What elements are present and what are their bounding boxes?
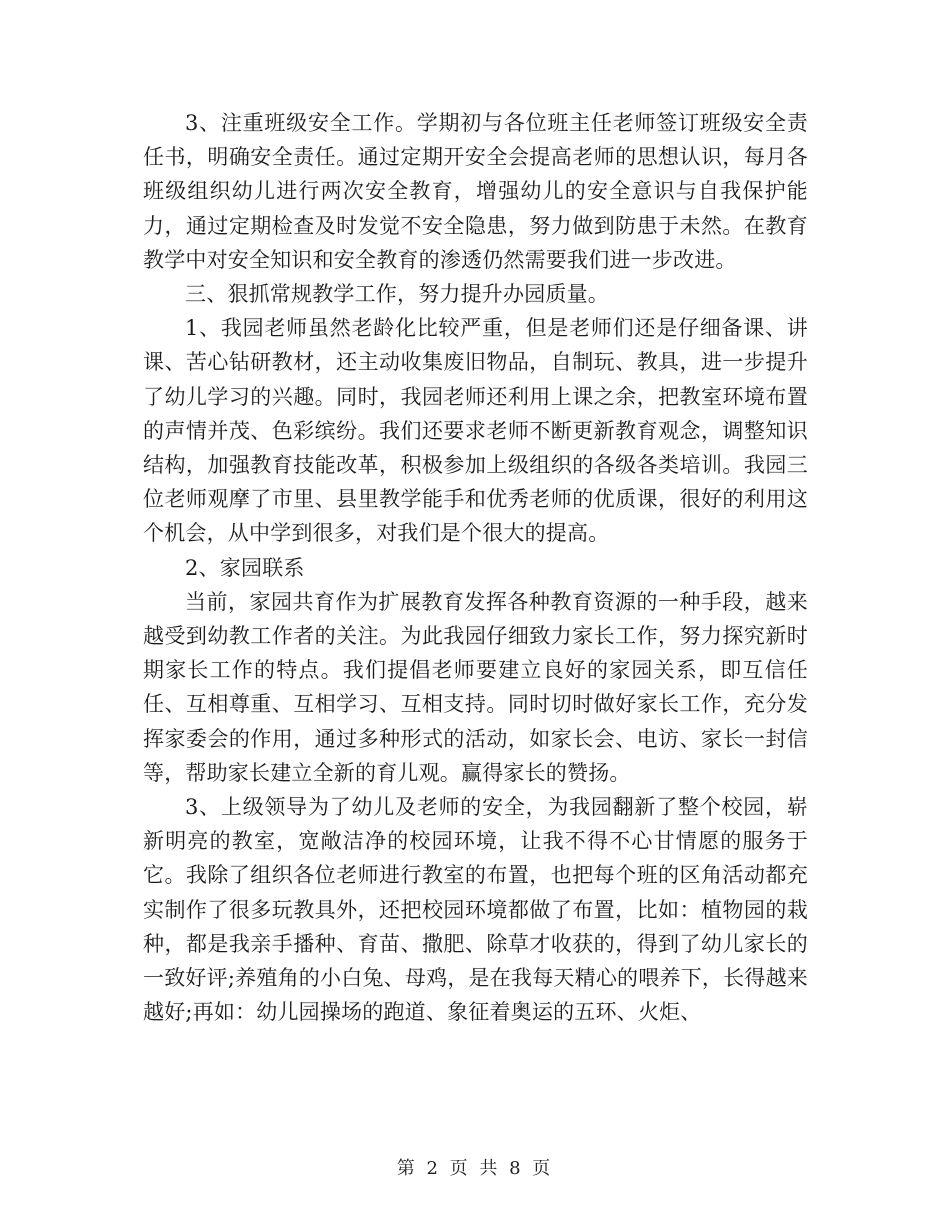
subheading-home-school: 2、家园联系 bbox=[185, 555, 305, 580]
section-heading-teaching: 三、狠抓常规教学工作，努力提升办园质量。 bbox=[185, 282, 609, 307]
paragraph-safety-work: 3、注重班级安全工作。学期初与各位班主任老师签订班级安全责任书，明确安全责任。通过定期开安全会提高老师的思想认识，每月各班级组织幼儿进行两次安全教育，增强幼儿的安全意识与自我保护能力，通过定期检查及时发觉不安全隐患，努力做到防患于未然。在教育教学中对安全知识和安全教育的渗透仍然需要我们进一步改进。 bbox=[143, 111, 808, 272]
paragraph-teachers: 1、我园老师虽然老龄化比较严重，但是老师们还是仔细备课、讲课、苦心钻研教材，还主动收集废旧物品，自制玩、教具，进一步提升了幼儿学习的兴趣。同时，我园老师还利用上课之余，把教室环境布置的声情并茂、色彩缤纷。我们还要求老师不断更新教育观念，调整知识结构，加强教育技能改革，积极参加上级组织的各级各类培训。我园三位老师观摩了市里、县里教学能手和优秀老师的优质课，很好的利用这个机会，从中学到很多，对我们是个很大的提高。 bbox=[143, 316, 808, 546]
document-body bbox=[143, 106, 808, 1029]
paragraph-campus-renovation: 3、上级领导为了幼儿及老师的安全，为我园翻新了整个校园，崭新明亮的教室，宽敞洁净的校园环境，让我不得不心甘情愿的服务于它。我除了组织各位老师进行教室的布置，也把每个班的区角活动都充实制作了很多玩教具外，还把校园环境都做了布置，比如：植物园的栽种，都是我亲手播种、育苗、撒肥、除草才收获的，得到了幼儿家长的一致好评;养殖角的小白兔、母鸡，是在我每天精心的喂养下，长得越来越好;再如：幼儿园操场的跑道、象征着奥运的五环、火炬、 bbox=[143, 795, 808, 1025]
paragraph-home-school: 当前，家园共育作为扩展教育发挥各种教育资源的一种手段，越来越受到幼教工作者的关注。为此我园仔细致力家长工作，努力探究新时期家长工作的特点。我们提倡老师要建立良好的家园关系，即互信任任、互相尊重、互相学习、互相支持。同时切时做好家长工作，充分发挥家委会的作用，通过多种形式的活动，如家长会、电访、家长一封信等，帮助家长建立全新的育儿观。赢得家长的赞扬。 bbox=[143, 589, 808, 785]
page-number-footer: 第 2 页 共 8 页 bbox=[396, 1158, 554, 1179]
